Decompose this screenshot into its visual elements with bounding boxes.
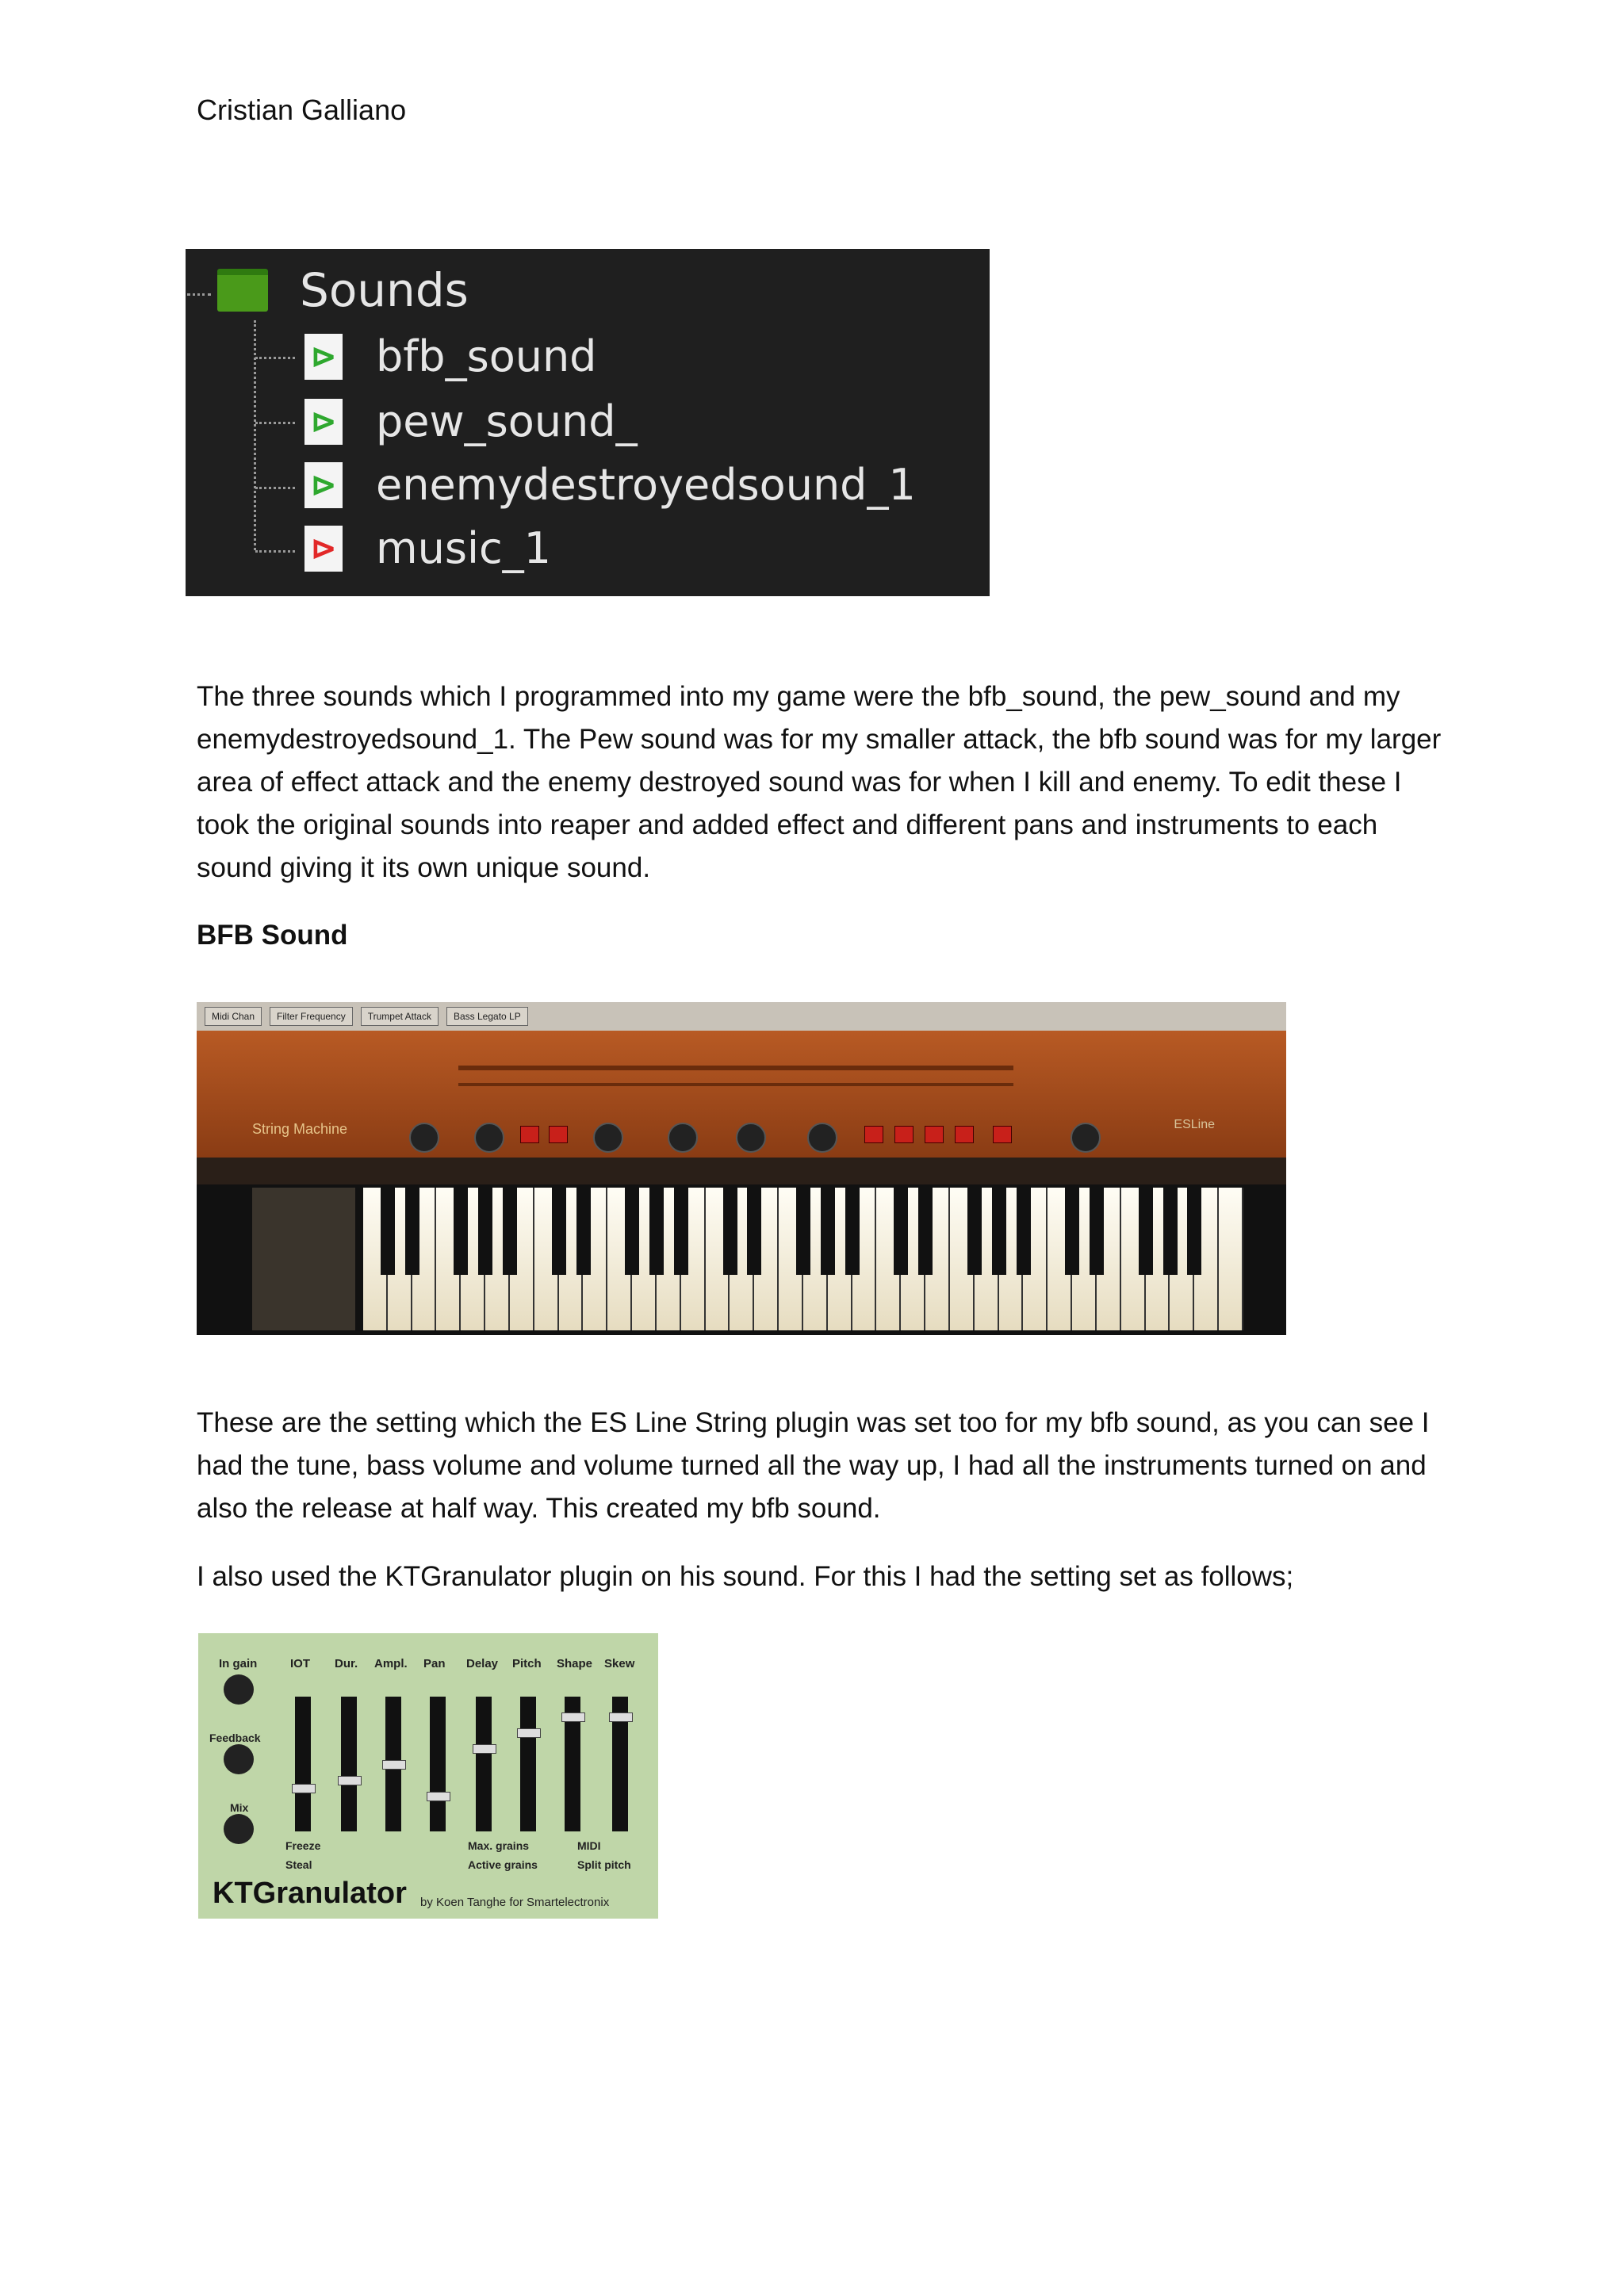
slider: [341, 1697, 357, 1831]
kt-label: Pitch: [512, 1657, 542, 1670]
synth-button: Bass Legato LP: [446, 1007, 528, 1026]
paragraph-intro: The three sounds which I programmed into my game were the bfb_sound, the pew_sound and my enemydestroyedsound_1. The Pew sound was for my smaller attack, the bfb sound was for my larger area of effect attack and the enemy destroyed sound was for when I kill and enemy. To edit these I took the original sounds into reaper and added effect and different pans and instruments to each sound giving it its own unique sound.: [197, 681, 1442, 883]
black-key: [1065, 1188, 1079, 1275]
black-key: [796, 1188, 810, 1275]
slider: [565, 1697, 580, 1831]
max-grains-label: Max. grains: [468, 1839, 530, 1852]
black-key: [967, 1188, 982, 1275]
slider: [385, 1697, 401, 1831]
synth-logo: ESLine: [1174, 1118, 1215, 1131]
red-switch: [955, 1126, 974, 1143]
red-switch: [894, 1126, 914, 1143]
kt-label: IOT: [290, 1657, 310, 1670]
file-label: bfb_sound: [376, 331, 597, 381]
kt-label: Skew: [604, 1657, 635, 1670]
mix-knob: [224, 1814, 254, 1844]
black-key: [894, 1188, 908, 1275]
black-key: [1163, 1188, 1178, 1275]
volume-knob: [1071, 1123, 1101, 1153]
kt-label: Delay: [466, 1657, 499, 1670]
active-grains-label: Active grains: [468, 1858, 538, 1871]
file-label: music_1: [376, 523, 552, 573]
knob: [593, 1123, 623, 1153]
black-key: [1090, 1188, 1104, 1275]
audio-file-icon: ⊳: [304, 462, 343, 508]
black-key: [992, 1188, 1006, 1275]
steal-label: Steal: [285, 1858, 312, 1871]
black-key: [454, 1188, 468, 1275]
file-row-pew: [304, 396, 638, 446]
folder-label: Sounds: [300, 263, 469, 317]
synth-toolbar: [197, 1002, 1286, 1031]
synth-button: Trumpet Attack: [361, 1007, 439, 1026]
file-row-bfb: [304, 331, 596, 381]
kt-label: Ampl.: [374, 1657, 408, 1670]
black-key: [552, 1188, 566, 1275]
slider: [612, 1697, 628, 1831]
black-key: [723, 1188, 737, 1275]
red-switch: [993, 1126, 1012, 1143]
knob: [807, 1123, 837, 1153]
synth-button: Midi Chan: [205, 1007, 262, 1026]
author-name: Cristian Galliano: [197, 94, 407, 126]
black-key: [503, 1188, 517, 1275]
black-key: [405, 1188, 419, 1275]
slider: [430, 1697, 446, 1831]
file-label: enemydestroyedsound_1: [376, 460, 916, 510]
synth-label: String Machine: [252, 1121, 348, 1137]
black-key: [649, 1188, 664, 1275]
black-key: [1187, 1188, 1201, 1275]
kt-label: In gain: [219, 1657, 258, 1670]
kt-credit: by Koen Tanghe for Smartelectronix: [420, 1896, 610, 1909]
synth-button: Filter Frequency: [270, 1007, 353, 1026]
freeze-label: Freeze: [285, 1839, 321, 1852]
folder-icon: [217, 269, 268, 312]
mix-label: Mix: [230, 1801, 249, 1814]
midi-label: MIDI: [577, 1839, 601, 1852]
slider: [476, 1697, 492, 1831]
black-key: [845, 1188, 860, 1275]
audio-file-icon: ⊳: [304, 526, 343, 572]
paragraph-settings: These are the setting which the ES Line String plugin was set too for my bfb sound, as you can see I had the tune, bass volume and volume turned all the way up, I had all the instruments turned on and also the release at half way. This created my bfb sound.: [197, 1407, 1430, 1524]
red-switch: [549, 1126, 568, 1143]
keyboard: [363, 1188, 1243, 1330]
black-key: [576, 1188, 591, 1275]
black-key: [1139, 1188, 1153, 1275]
audio-file-icon: ⊳: [304, 399, 343, 445]
white-key: [1219, 1188, 1243, 1330]
heading-bfb-sound: BFB Sound: [197, 920, 348, 951]
split-pitch-label: Split pitch: [577, 1858, 631, 1871]
ktgranulator-image: [198, 1633, 658, 1919]
synth-control-rail: [197, 1158, 1286, 1184]
file-row-music: [304, 523, 551, 573]
audio-file-icon: ⊳: [304, 334, 343, 380]
black-key: [821, 1188, 835, 1275]
red-switch: [520, 1126, 539, 1143]
kt-label: Dur.: [335, 1657, 358, 1670]
synth-side-panel: [252, 1188, 355, 1330]
string-machine-image: [197, 1002, 1286, 1335]
knob: [668, 1123, 698, 1153]
tune-knob: [409, 1123, 439, 1153]
red-switch: [864, 1126, 883, 1143]
black-key: [625, 1188, 639, 1275]
kt-title: KTGranulator: [213, 1877, 407, 1910]
black-key: [674, 1188, 688, 1275]
black-key: [478, 1188, 492, 1275]
paragraph-ktgranulator: I also used the KTGranulator plugin on his sound. For this I had the setting set as follows;: [197, 1561, 1294, 1592]
black-key: [1017, 1188, 1031, 1275]
black-key: [918, 1188, 933, 1275]
in-gain-knob: [224, 1674, 254, 1705]
sounds-folder: [217, 263, 469, 317]
knob: [474, 1123, 504, 1153]
slider: [520, 1697, 536, 1831]
sounds-tree-image: [186, 249, 990, 596]
file-label: pew_sound_: [376, 396, 638, 446]
feedback-knob: [224, 1744, 254, 1774]
kt-label: Shape: [557, 1657, 593, 1670]
red-switch: [925, 1126, 944, 1143]
kt-label: Pan: [423, 1657, 446, 1670]
slider: [295, 1697, 311, 1831]
black-key: [747, 1188, 761, 1275]
release-knob: [736, 1123, 766, 1153]
file-row-enemy: [304, 460, 916, 510]
feedback-label: Feedback: [209, 1732, 261, 1744]
black-key: [381, 1188, 395, 1275]
